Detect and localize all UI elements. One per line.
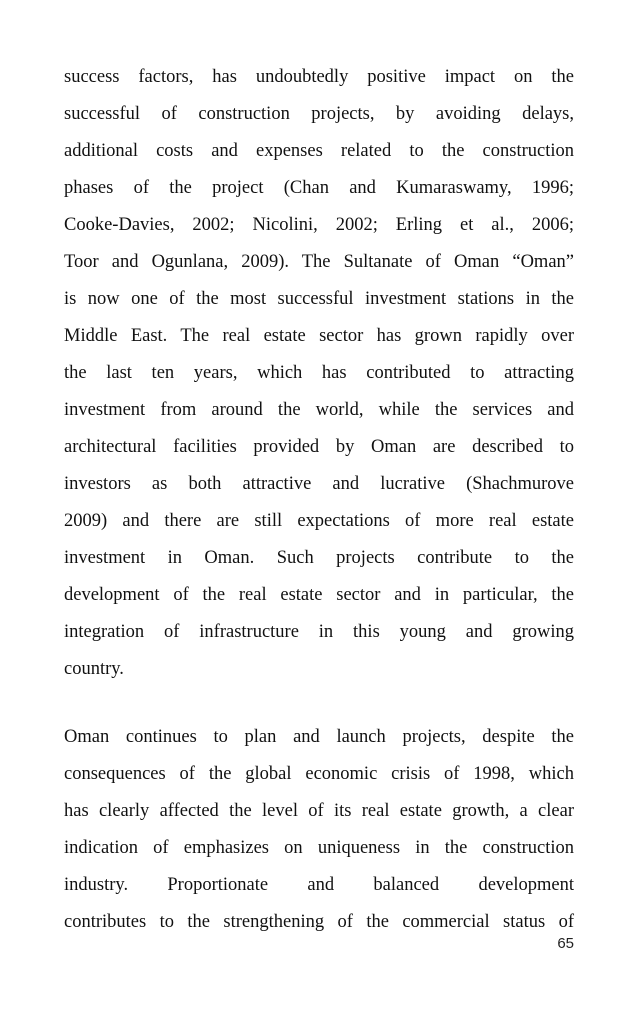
text-line: contributes to the strengthening of the commercial status of — [64, 912, 574, 932]
text-line: Oman continues to plan and launch projects, despite the — [64, 727, 574, 747]
text-line: 2009) and there are still expectations of more real estate — [64, 511, 574, 531]
text-line: investment in Oman. Such projects contribute to the — [64, 548, 574, 568]
text-line: integration of infrastructure in this young and growing — [64, 622, 574, 642]
text-line: indication of emphasizes on uniqueness in the construction — [64, 838, 574, 858]
text-line: Toor and Ogunlana, 2009). The Sultanate of Oman “Oman” — [64, 252, 574, 272]
page-number: 65 — [557, 935, 574, 952]
text-line: country. — [64, 659, 124, 679]
text-line: architectural facilities provided by Oman are described to — [64, 437, 574, 457]
text-line: consequences of the global economic crisis of 1998, which — [64, 764, 574, 784]
text-line: is now one of the most successful investment stations in the — [64, 289, 574, 309]
text-line: the last ten years, which has contributed to attracting — [64, 363, 574, 383]
text-line: investment from around the world, while the services and — [64, 400, 574, 420]
text-line: additional costs and expenses related to the construction — [64, 141, 574, 161]
text-line: Cooke-Davies, 2002; Nicolini, 2002; Erling et al., 2006; — [64, 215, 574, 235]
text-line: has clearly affected the level of its real estate growth, a clear — [64, 801, 574, 821]
paragraph-2 — [64, 719, 574, 941]
text-line: development of the real estate sector and in particular, the — [64, 585, 574, 605]
text-line: successful of construction projects, by avoiding delays, — [64, 104, 574, 124]
text-line: success factors, has undoubtedly positive impact on the — [64, 67, 574, 87]
paragraph-1 — [64, 59, 574, 688]
text-line: Middle East. The real estate sector has grown rapidly over — [64, 326, 574, 346]
text-line: phases of the project (Chan and Kumaraswamy, 1996; — [64, 178, 574, 198]
text-line: industry. Proportionate and balanced development — [64, 875, 574, 895]
text-line: investors as both attractive and lucrative (Shachmurove — [64, 474, 574, 494]
